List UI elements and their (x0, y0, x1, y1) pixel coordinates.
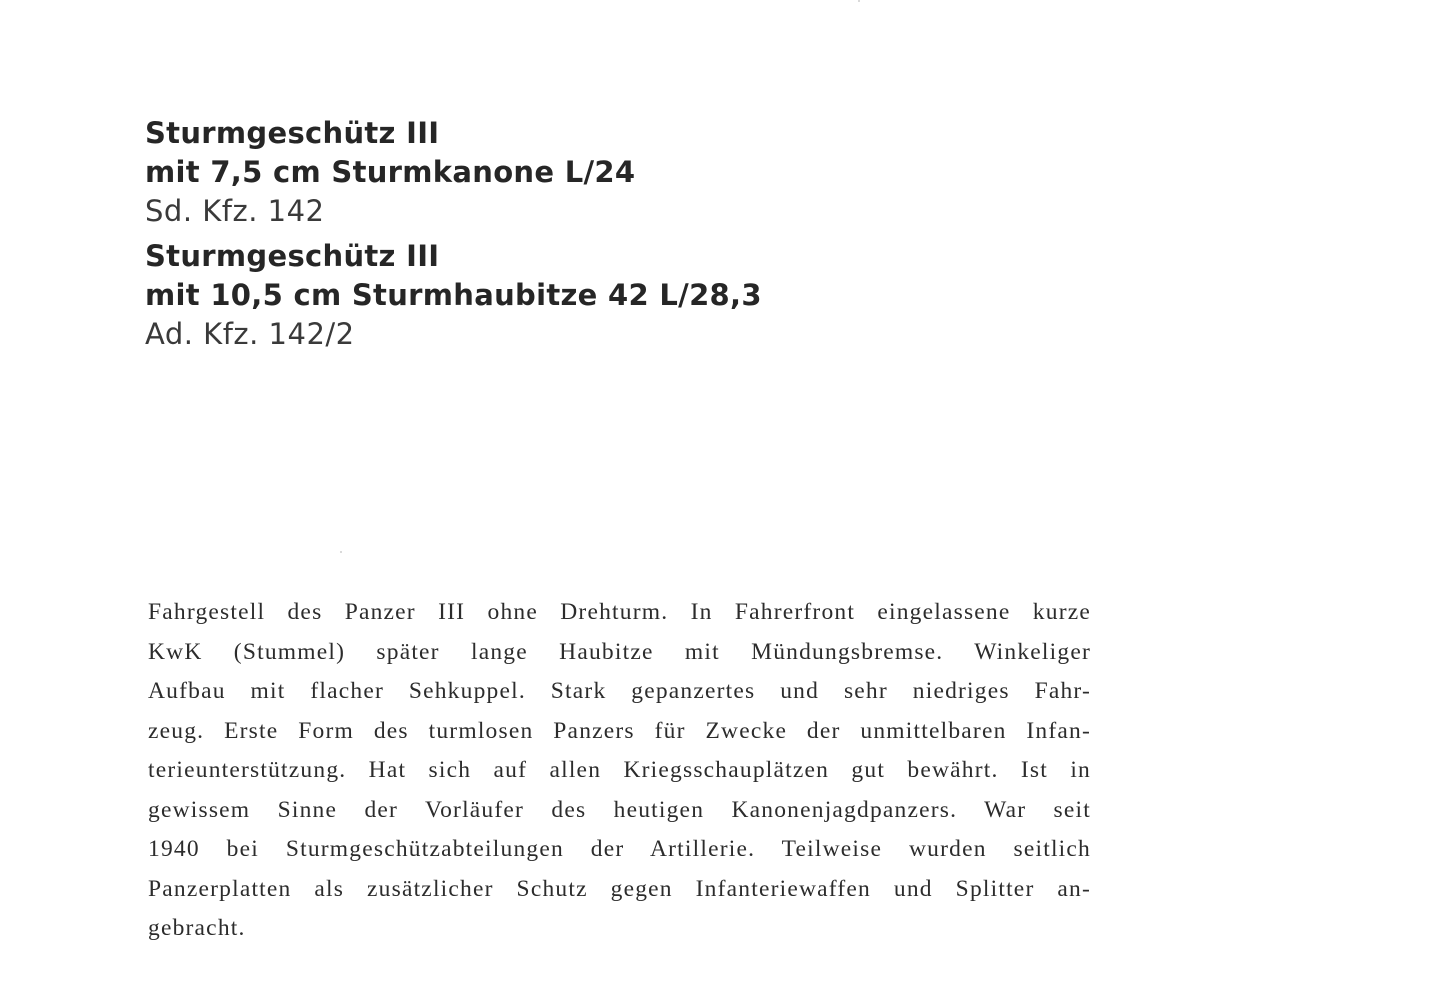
description-line: zeug. Erste Form des turmlosen Panzers für Zwecke der unmittelbaren Infan- (148, 717, 1091, 744)
description-paragraph (148, 593, 1091, 949)
description-line: gebracht. (148, 915, 246, 941)
scan-speck (858, 0, 860, 2)
vehicle-name: Sturmgeschütz III (145, 116, 440, 150)
description-line: KwK (Stummel) später lange Haubitze mit Mündungsbremse. Winkeliger (148, 638, 1091, 665)
description-line: 1940 bei Sturmgeschützabteilungen der Artillerie. Teilweise wurden seitlich (148, 836, 1091, 862)
description-line: gewissem Sinne der Vorläufer des heutigen Kanonenjagdpanzers. War seit (148, 796, 1091, 823)
vehicle-designation: Sd. Kfz. 142 (145, 194, 325, 228)
scan-speck (340, 551, 342, 553)
vehicle-designation: Ad. Kfz. 142/2 (145, 317, 355, 351)
vehicle-entry-1 (145, 114, 945, 231)
description-line: Aufbau mit flacher Sehkuppel. Stark gepanzertes und sehr niedriges Fahr- (148, 678, 1091, 704)
vehicle-name: Sturmgeschütz III (145, 239, 440, 273)
description-line: Fahrgestell des Panzer III ohne Drehturm. In Fahrerfront eingelassene kurze (148, 599, 1091, 625)
vehicle-titles (145, 114, 945, 354)
vehicle-armament: mit 10,5 cm Sturmhaubitze 42 L/28,3 (145, 278, 762, 312)
vehicle-armament: mit 7,5 cm Sturmkanone L/24 (145, 155, 636, 189)
description-line: terieunterstützung. Hat sich auf allen Kriegsschauplätzen gut bewährt. Ist in (148, 757, 1091, 783)
vehicle-entry-2 (145, 237, 945, 354)
description-line: Panzerplatten als zusätzlicher Schutz gegen Infanteriewaffen und Splitter an- (148, 875, 1091, 902)
